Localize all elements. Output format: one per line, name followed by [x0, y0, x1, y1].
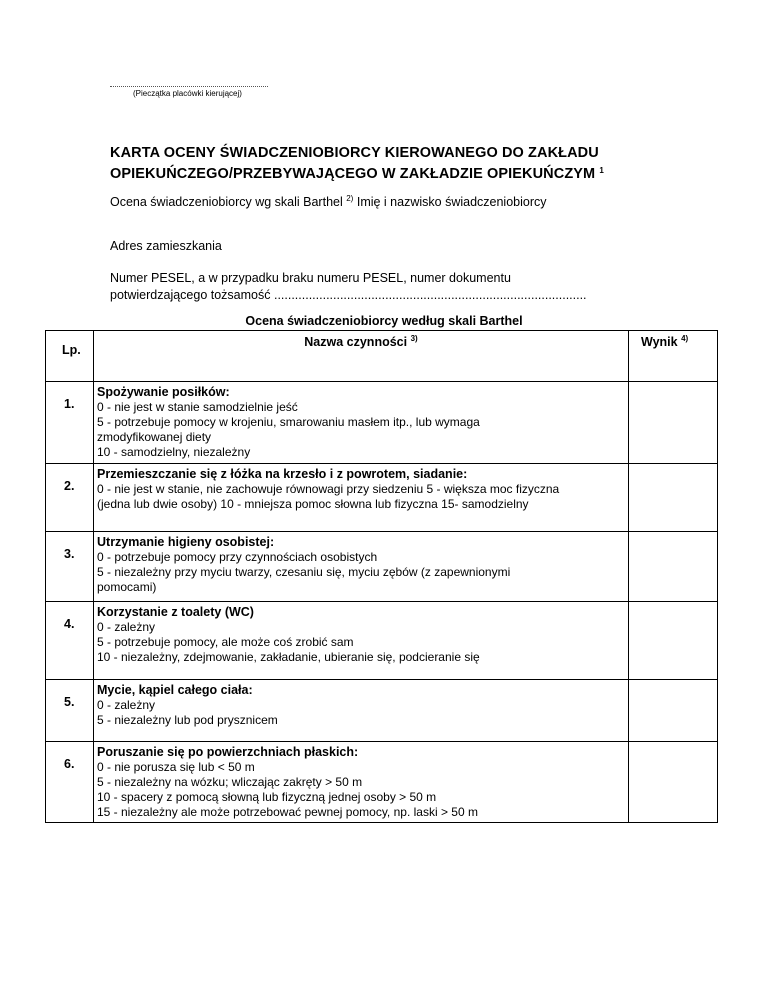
- stamp-label: (Pieczątka placówki kierującej): [133, 89, 242, 98]
- activity-cell: [94, 602, 629, 680]
- activity-option: 5 - potrzebuje pomocy, ale może coś zrobić sam: [97, 635, 354, 649]
- activity-option: (jedna lub dwie osoby) 10 - mniejsza pomoc słowna lub fizyczna 15- samodzielny: [97, 497, 529, 511]
- activity-option: 0 - zależny: [97, 698, 156, 712]
- table-row: [46, 532, 718, 602]
- activity-cell: [94, 464, 629, 532]
- result-cell[interactable]: [629, 532, 718, 602]
- title-line-2: [110, 162, 730, 183]
- activity-option: pomocami): [97, 580, 157, 594]
- title-line-1: KARTA OCENY ŚWIADCZENIOBIORCY KIEROWANEGO DO ZAKŁADU: [110, 145, 599, 161]
- row-number: 2.: [46, 464, 94, 532]
- activity-option: zmodyfikowanej diety: [97, 430, 212, 444]
- header-activity-name: [94, 331, 629, 382]
- address-label: Adres zamieszkania: [110, 239, 222, 253]
- activity-title: Utrzymanie higieny osobistej:: [97, 535, 275, 549]
- assessment-line: [110, 194, 547, 209]
- table-row: [46, 680, 718, 742]
- activity-option: 0 - potrzebuje pomocy przy czynnościach osobistych: [97, 550, 378, 564]
- stamp-line: [110, 86, 268, 87]
- pesel-line-1: Numer PESEL, a w przypadku braku numeru PESEL, numer dokumentu: [110, 271, 511, 285]
- header-lp: Lp.: [46, 331, 94, 382]
- activity-cell: [94, 532, 629, 602]
- activity-option: 10 - spacery z pomocą słowną lub fizyczną jednej osoby > 50 m: [97, 790, 437, 804]
- table-row: [46, 382, 718, 464]
- activity-title: Przemieszczanie się z łóżka na krzesło i z powrotem, siadanie:: [97, 467, 468, 481]
- activity-option: 5 - niezależny przy myciu twarzy, czesaniu się, myciu zębów (z zapewnionymi: [97, 565, 511, 579]
- result-cell[interactable]: [629, 382, 718, 464]
- row-number: 5.: [46, 680, 94, 742]
- activity-option: 0 - nie jest w stanie, nie zachowuje równowagi przy siedzeniu 5 - większa moc fizyczna: [97, 482, 560, 496]
- assessment-text: Ocena świadczeniobiorcy wg skali Barthel: [110, 195, 343, 209]
- activity-option: 5 - niezależny lub pod prysznicem: [97, 713, 278, 727]
- activity-option: 10 - samodzielny, niezależny: [97, 445, 251, 459]
- activity-title: Korzystanie z toalety (WC): [97, 605, 254, 619]
- result-cell[interactable]: [629, 464, 718, 532]
- patient-name-label: Imię i nazwisko świadczeniobiorcy: [356, 195, 547, 209]
- header-result-footnote: 4): [681, 334, 689, 343]
- activity-option: 5 - potrzebuje pomocy w krojeniu, smarowaniu masłem itp., lub wymaga: [97, 415, 480, 429]
- row-number: 6.: [46, 742, 94, 823]
- header-result-text: Wynik: [641, 335, 678, 349]
- activity-title: Spożywanie posiłków:: [97, 385, 230, 399]
- activity-option: 0 - zależny: [97, 620, 156, 634]
- activity-title: Poruszanie się po powierzchniach płaskich:: [97, 745, 359, 759]
- table-row: [46, 602, 718, 680]
- table-header-row: [46, 331, 718, 382]
- pesel-block: [110, 270, 670, 304]
- activity-cell: [94, 382, 629, 464]
- activity-option: 10 - niezależny, zdejmowanie, zakładanie, ubieranie się, podcieranie się: [97, 650, 480, 664]
- activity-option: 5 - niezależny na wózku; wliczając zakręty > 50 m: [97, 775, 363, 789]
- header-activity-footnote: 3): [410, 334, 418, 343]
- pesel-line-2: potwierdzającego tożsamość ..........................................................................................: [110, 288, 587, 302]
- title-footnote: 1: [599, 166, 604, 175]
- result-cell[interactable]: [629, 680, 718, 742]
- result-cell[interactable]: [629, 602, 718, 680]
- activity-option: 0 - nie porusza się lub < 50 m: [97, 760, 255, 774]
- row-number: 1.: [46, 382, 94, 464]
- header-activity-text: Nazwa czynności: [304, 335, 408, 349]
- title-line-2-text: OPIEKUŃCZEGO/PRZEBYWAJĄCEGO W ZAKŁADZIE OPIEKUŃCZYM: [110, 166, 596, 182]
- header-result: [629, 331, 718, 382]
- activity-option: 0 - nie jest w stanie samodzielnie jeść: [97, 400, 298, 414]
- activity-cell: [94, 680, 629, 742]
- row-number: 4.: [46, 602, 94, 680]
- row-number: 3.: [46, 532, 94, 602]
- table-row: [46, 742, 718, 823]
- table-body: [46, 382, 718, 823]
- activity-option: 15 - niezależny ale może potrzebować pewnej pomocy, np. laski > 50 m: [97, 805, 478, 819]
- assessment-footnote: 2): [346, 194, 354, 203]
- activity-cell: [94, 742, 629, 823]
- result-cell[interactable]: [629, 742, 718, 823]
- section-title: Ocena świadczeniobiorcy według skali Barthel: [245, 314, 523, 328]
- activity-title: Mycie, kąpiel całego ciała:: [97, 683, 253, 697]
- table-row: [46, 464, 718, 532]
- document-title: [110, 144, 730, 183]
- barthel-table: [45, 330, 718, 823]
